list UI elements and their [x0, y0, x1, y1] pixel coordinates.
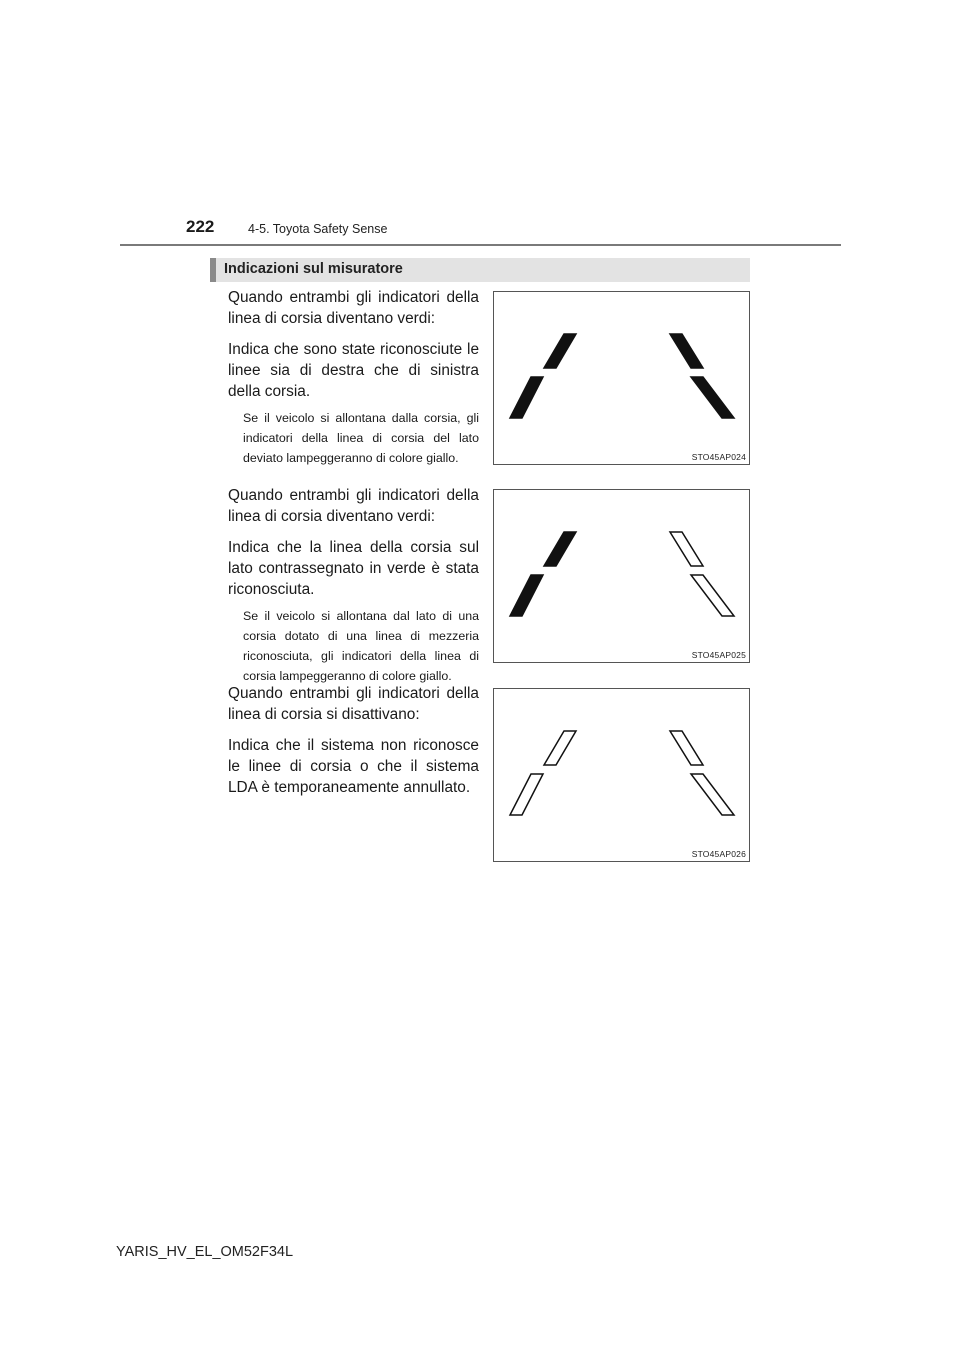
indicator-block-3: [228, 683, 479, 798]
section-title: 4-5. Toyota Safety Sense: [248, 222, 388, 236]
left-lane-segment-upper: [544, 731, 576, 765]
lane-indicator-figure-1: [493, 291, 750, 465]
header-rule: [120, 244, 841, 246]
block-heading-line: linea di corsia diventano verdi:: [228, 508, 436, 525]
block-description: Indica che sono state riconosciute le linee sia di destra che di sinistra della corsia.: [228, 341, 479, 400]
section-heading: Indicazioni sul misuratore: [224, 261, 403, 277]
lane-indicator-figure-3: [493, 688, 750, 862]
figure-code: STO45AP026: [691, 849, 746, 859]
block-note: Se il veicolo si allontana dalla corsia, gli indicatori della linea di corsia del lato deviato lampeggeranno di colore giallo.: [243, 411, 479, 465]
block-note: Se il veicolo si allontana dal lato di una corsia dotato di una linea di mezzeria riconosciuta, gli indicatori della linea di corsia lampeggeranno di colore giallo.: [243, 609, 479, 683]
right-lane-segment-lower: [691, 377, 734, 418]
left-lane-segment-upper: [544, 334, 576, 368]
right-lane-segment-lower: [691, 575, 734, 616]
right-lane-segment-lower: [691, 774, 734, 815]
right-lane-segment-upper: [670, 532, 703, 566]
right-lane-segment-upper: [670, 731, 703, 765]
left-lane-segment-lower: [510, 377, 543, 418]
section-heading-bar: [210, 258, 750, 282]
lane-indicator-figure-2: [493, 489, 750, 663]
figure-code: STO45AP025: [691, 650, 746, 660]
indicator-block-1: [228, 287, 479, 468]
page-number: 222: [186, 217, 215, 236]
block-heading-line: linea di corsia diventano verdi:: [228, 310, 436, 327]
lane-lines-illustration: [494, 490, 751, 664]
left-lane-segment-lower: [510, 774, 543, 815]
lane-lines-illustration: [494, 689, 751, 863]
lane-lines-illustration: [494, 292, 751, 466]
figure-code: STO45AP024: [691, 452, 746, 462]
document-code: YARIS_HV_EL_OM52F34L: [116, 1244, 294, 1260]
left-lane-segment-lower: [510, 575, 543, 616]
block-heading-line: Quando entrambi gli indicatori della: [228, 487, 479, 504]
right-lane-segment-upper: [670, 334, 703, 368]
block-heading-line: linea di corsia si disattivano:: [228, 706, 420, 723]
block-description: Indica che il sistema non riconosce le linee di corsia o che il sistema LDA è temporaneamente annullato.: [228, 737, 479, 796]
left-lane-segment-upper: [544, 532, 576, 566]
block-heading-line: Quando entrambi gli indicatori della: [228, 685, 479, 702]
indicator-block-2: [228, 485, 479, 686]
block-heading-line: Quando entrambi gli indicatori della: [228, 289, 479, 306]
block-description: Indica che la linea della corsia sul lato contrassegnato in verde è stata riconosciuta.: [228, 539, 479, 598]
